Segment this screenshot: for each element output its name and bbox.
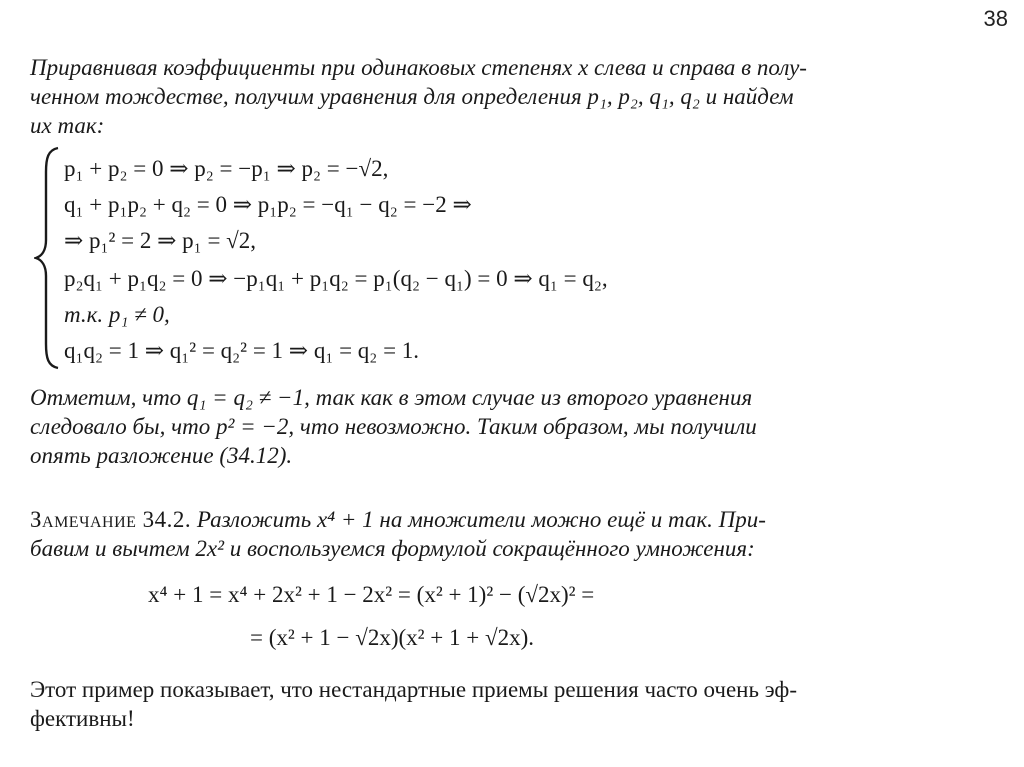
note-line-2: следовало бы, что p² = −2, что невозможно. Таким образом, мы получили bbox=[30, 414, 757, 439]
conclusion-paragraph bbox=[30, 675, 980, 733]
system-line-5: т.к. p₁ ≠ 0, bbox=[64, 302, 170, 327]
system-line-6: q₁q₂ = 1 ⇒ q₁² = q₂² = 1 ⇒ q₁ = q₂ = 1. bbox=[64, 338, 420, 363]
note-paragraph bbox=[30, 383, 980, 470]
note-line-3: опять разложение (34.12). bbox=[30, 443, 293, 468]
intro-line-3: их так: bbox=[30, 113, 105, 138]
remark-line-1 bbox=[30, 505, 980, 534]
intro-paragraph bbox=[30, 53, 980, 140]
system-line-4: p₂q₁ + p₁q₂ = 0 ⇒ −p₁q₁ + p₁q₂ = p₁(q₂ − q₁) = 0 ⇒ q₁ = q₂, bbox=[64, 266, 608, 291]
remark-paragraph bbox=[30, 505, 980, 563]
system-line-2: q₁ + p₁p₂ + q₂ = 0 ⇒ p₁p₂ = −q₁ − q₂ = −2 ⇒ bbox=[64, 192, 472, 217]
system-line-1: p₁ + p₂ = 0 ⇒ p₂ = −p₁ ⇒ p₂ = −√2, bbox=[64, 156, 389, 181]
conclusion-line-2: фективны! bbox=[30, 706, 135, 731]
equation-line-1: x⁴ + 1 = x⁴ + 2x² + 1 − 2x² = (x² + 1)² − (√2x)² = bbox=[148, 582, 595, 607]
equation-system bbox=[34, 146, 834, 370]
conclusion-line-1: Этот пример показывает, что нестандартные приемы решения часто очень эф- bbox=[30, 677, 797, 702]
note-line-1: Отметим, что q₁ = q₂ ≠ −1, так как в этом случае из второго уравнения bbox=[30, 385, 753, 410]
intro-line-1: Приравнивая коэффициенты при одинаковых степенях x слева и справа в полу- bbox=[30, 55, 807, 80]
left-brace bbox=[34, 146, 64, 370]
intro-line-2: ченном тождестве, получим уравнения для определения p₁, p₂, q₁, q₂ и найдем bbox=[30, 84, 794, 109]
equation-line-2: = (x² + 1 − √2x)(x² + 1 + √2x). bbox=[250, 625, 535, 650]
system-line-3: ⇒ p₁² = 2 ⇒ p₁ = √2, bbox=[64, 228, 257, 253]
remark-line-2: бавим и вычтем 2x² и воспользуемся формулой сокращённого умножения: bbox=[30, 536, 755, 561]
page-number: 38 bbox=[983, 6, 1008, 31]
remark-text-1: Разложить x⁴ + 1 на множители можно ещё и так. При- bbox=[196, 507, 766, 532]
remark-title: Замечание 34.2. bbox=[30, 507, 192, 532]
